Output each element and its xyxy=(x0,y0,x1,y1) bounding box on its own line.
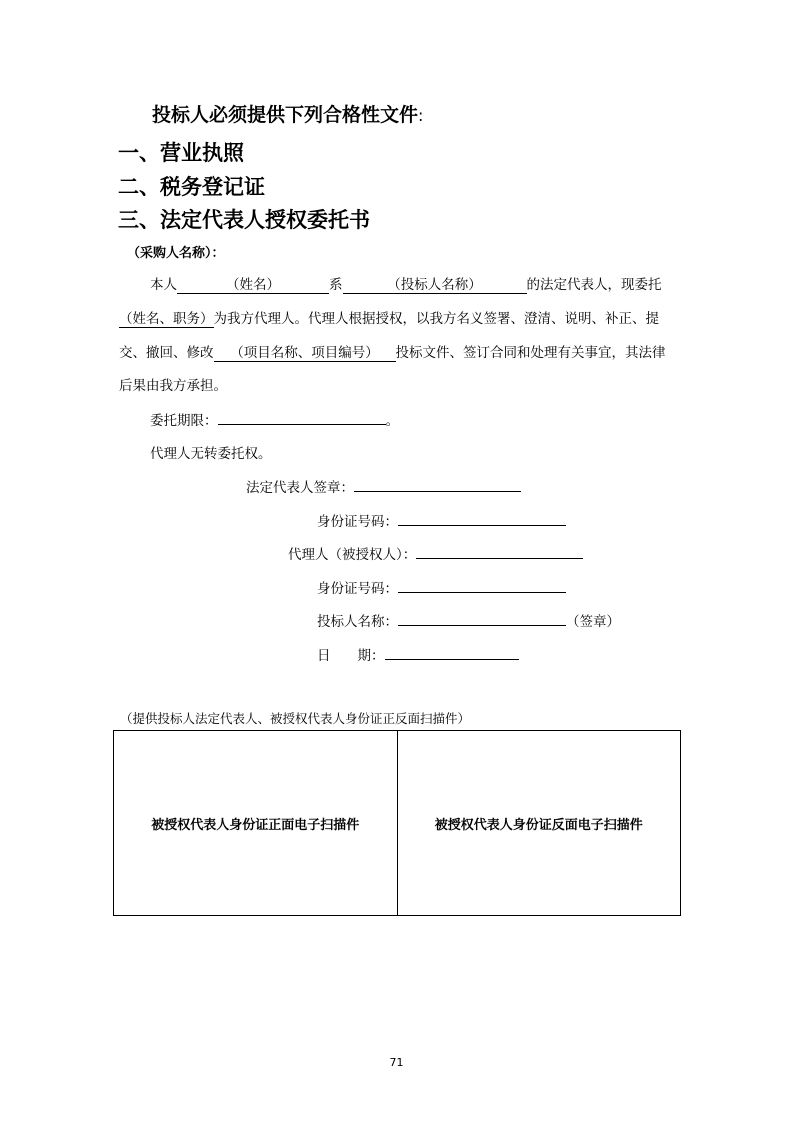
term-blank xyxy=(218,423,386,425)
id-number-blank xyxy=(398,524,566,526)
body-line-1 xyxy=(150,268,662,302)
body-line-4: 后果由我方承担。 xyxy=(119,378,227,394)
purchaser-name-line: （采购人名称）： xyxy=(127,246,225,261)
legal-rep-label: 法定代表人签章： xyxy=(246,480,354,496)
id-front-scan-cell: 被授权代表人身份证正面电子扫描件 xyxy=(151,817,360,833)
body-text: 为我方代理人。代理人根据授权，以我方名义签署、澄清、说明、补正、提 xyxy=(213,311,659,327)
id-number-label: 身份证号码： xyxy=(317,581,398,597)
intro-text: 投标人必须提供下列合格性文件 xyxy=(152,104,419,126)
body-text: 交、撤回、修改 xyxy=(119,345,214,361)
id-number-label: 身份证号码： xyxy=(317,514,398,530)
legal-rep-signature-line xyxy=(246,471,521,505)
body-line-2 xyxy=(119,302,659,336)
body-text: 本人 xyxy=(150,277,177,293)
date-line xyxy=(317,639,519,673)
term-line xyxy=(150,404,399,438)
id-back-scan-cell: 被授权代表人身份证反面电子扫描件 xyxy=(397,731,681,915)
intro-colon: : xyxy=(418,106,424,125)
bidder-name-label: 投标人名称： xyxy=(317,614,398,630)
id-scan-table xyxy=(113,730,681,916)
heading-business-license: 一、营业执照 xyxy=(118,141,244,165)
body-line-3 xyxy=(119,336,666,370)
page-number: 71 xyxy=(389,1056,404,1069)
term-end: 。 xyxy=(385,413,399,429)
agent-title-blank: （姓名、职务） xyxy=(119,311,214,327)
heading-power-of-attorney: 三、法定代表人授权委托书 xyxy=(118,208,370,232)
bidder-name-blank: （投标人名称） xyxy=(343,277,527,294)
legal-rep-blank xyxy=(354,490,521,492)
id-number-line-1 xyxy=(317,505,566,539)
seal-label: （签章） xyxy=(566,614,620,630)
scan-note: （提供投标人法定代表人、被授权代表人身份证正反面扫描件） xyxy=(120,711,471,726)
date-blank xyxy=(385,658,519,660)
agent-label: 代理人（被授权人）： xyxy=(288,547,417,563)
agent-signature-line xyxy=(288,538,583,572)
no-transfer-line: 代理人无转委托权。 xyxy=(150,446,272,462)
intro-line xyxy=(152,100,423,127)
body-text: 的法定代表人，现委托 xyxy=(526,277,662,293)
body-text: 系 xyxy=(329,277,343,293)
date-label: 日 期： xyxy=(317,648,385,664)
bidder-name-sig-blank xyxy=(398,624,566,626)
id-number-blank xyxy=(398,591,566,593)
body-text: 投标文件、签订合同和处理有关事宜，其法律 xyxy=(395,345,666,361)
agent-blank xyxy=(416,557,583,559)
name-blank: （姓名） xyxy=(177,277,329,294)
term-label: 委托期限： xyxy=(150,413,218,429)
bidder-name-signature-line xyxy=(317,605,620,639)
id-number-line-2 xyxy=(317,572,566,606)
heading-tax-registration: 二、税务登记证 xyxy=(118,175,265,199)
project-blank: （项目名称、项目编号） xyxy=(214,345,396,362)
